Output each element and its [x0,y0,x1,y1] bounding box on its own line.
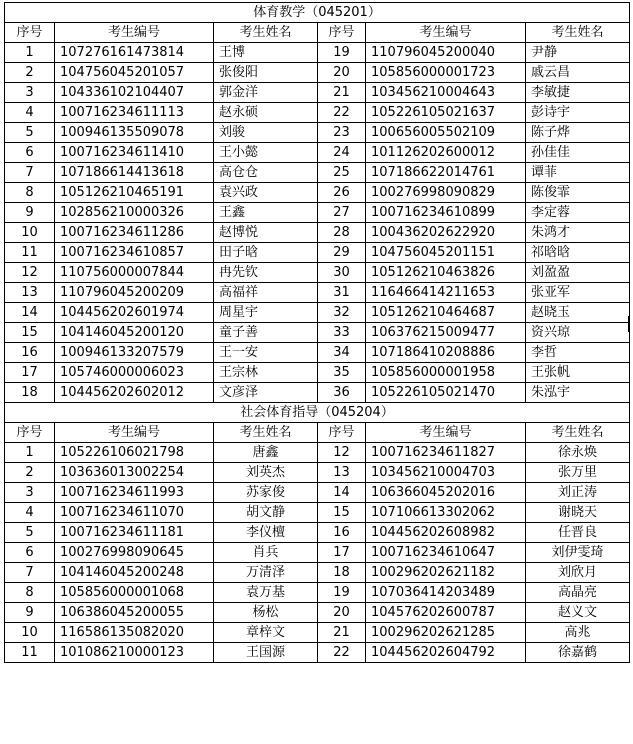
exam-id-cell: 103456210004703 [366,463,526,483]
exam-id-cell: 105856000001723 [366,63,526,83]
exam-id-cell: 107106613302062 [366,503,526,523]
exam-id-cell: 104456202601974 [55,303,214,323]
name-cell: 谭菲 [526,163,630,183]
name-cell: 李定蓉 [526,203,630,223]
table-row [5,483,630,503]
exam-id-cell: 107186614413618 [55,163,214,183]
name-cell: 李敏捷 [526,83,630,103]
exam-id-cell: 100716234611993 [55,483,214,503]
name-cell: 李哲 [526,343,630,363]
exam-id-cell: 105126210465191 [55,183,214,203]
seq-cell: 3 [5,483,55,503]
seq-cell: 13 [5,283,55,303]
exam-id-cell: 100296202621285 [366,623,526,643]
name-cell: 李仪檀 [214,523,318,543]
exam-id-cell: 105226105021470 [366,383,526,403]
name-cell: 陈俊霏 [526,183,630,203]
seq-cell: 11 [5,243,55,263]
table-row [5,43,630,63]
seq-cell: 13 [318,463,366,483]
seq-cell: 14 [318,483,366,503]
table-row [5,163,630,183]
name-cell: 彭诗宇 [526,103,630,123]
column-header: 考生编号 [366,423,526,443]
name-cell: 王宗林 [214,363,318,383]
table-row [5,203,630,223]
seq-cell: 14 [5,303,55,323]
name-cell: 万清泽 [214,563,318,583]
name-cell: 刘骏 [214,123,318,143]
seq-cell: 29 [318,243,366,263]
table-row [5,543,630,563]
exam-id-cell: 105226106021798 [55,443,214,463]
exam-id-cell: 100716234610857 [55,243,214,263]
seq-cell: 6 [5,543,55,563]
column-header: 考生姓名 [214,23,318,43]
exam-id-cell: 106366045202016 [366,483,526,503]
column-header: 考生姓名 [214,423,318,443]
name-cell: 赵永硕 [214,103,318,123]
seq-cell: 1 [5,43,55,63]
exam-id-cell: 100716234611410 [55,143,214,163]
name-cell: 刘正涛 [526,483,630,503]
table-row [5,223,630,243]
column-header: 序号 [5,23,55,43]
name-cell: 冉先钦 [214,263,318,283]
section-title: 体育教学（045201） [5,3,630,23]
table-row [5,283,630,303]
exam-id-cell: 100946135509078 [55,123,214,143]
table-row [5,183,630,203]
exam-id-cell: 105226105021637 [366,103,526,123]
seq-cell: 2 [5,63,55,83]
exam-id-cell: 104756045201151 [366,243,526,263]
table-row [5,63,630,83]
name-cell: 王鑫 [214,203,318,223]
name-cell: 赵博悦 [214,223,318,243]
column-header: 考生姓名 [526,423,630,443]
column-header-row [5,23,630,43]
exam-id-cell: 104456202608982 [366,523,526,543]
exam-id-cell: 105856000001068 [55,583,214,603]
name-cell: 戚云昌 [526,63,630,83]
name-cell: 肖兵 [214,543,318,563]
exam-id-cell: 100656005502109 [366,123,526,143]
name-cell: 高福祥 [214,283,318,303]
seq-cell: 34 [318,343,366,363]
name-cell: 高仓仓 [214,163,318,183]
name-cell: 祁晗晗 [526,243,630,263]
seq-cell: 16 [318,523,366,543]
table-row [5,83,630,103]
seq-cell: 18 [318,563,366,583]
table-row [5,363,630,383]
exam-id-cell: 104756045201057 [55,63,214,83]
exam-id-cell: 104146045200120 [55,323,214,343]
exam-id-cell: 105856000001958 [366,363,526,383]
table-row [5,243,630,263]
name-cell: 刘欣月 [526,563,630,583]
table-body [5,3,630,663]
table-row [5,603,630,623]
name-cell: 高晶亮 [526,583,630,603]
table-row [5,503,630,523]
table-row [5,123,630,143]
exam-id-cell: 104146045200248 [55,563,214,583]
name-cell: 谢晓天 [526,503,630,523]
exam-id-cell: 107186410208886 [366,343,526,363]
name-cell: 苏家俊 [214,483,318,503]
exam-id-cell: 100436202622920 [366,223,526,243]
seq-cell: 23 [318,123,366,143]
name-cell: 童子善 [214,323,318,343]
name-cell: 朱泓宇 [526,383,630,403]
seq-cell: 27 [318,203,366,223]
table-row [5,303,630,323]
name-cell: 赵晓玉 [526,303,630,323]
name-cell: 郭金洋 [214,83,318,103]
seq-cell: 15 [318,503,366,523]
seq-cell: 12 [5,263,55,283]
name-cell: 王国源 [214,643,318,663]
exam-id-cell: 104456202604792 [366,643,526,663]
exam-id-cell: 116586135082020 [55,623,214,643]
exam-id-cell: 105126210464687 [366,303,526,323]
seq-cell: 7 [5,563,55,583]
seq-cell: 31 [318,283,366,303]
name-cell: 张亚军 [526,283,630,303]
name-cell: 刘伊雯琦 [526,543,630,563]
name-cell: 胡文静 [214,503,318,523]
name-cell: 张万里 [526,463,630,483]
admission-list-table [4,2,630,663]
exam-id-cell: 110796045200209 [55,283,214,303]
exam-id-cell: 105746000006023 [55,363,214,383]
cursor-caret [628,316,630,332]
seq-cell: 3 [5,83,55,103]
seq-cell: 5 [5,523,55,543]
name-cell: 王张帆 [526,363,630,383]
table-row [5,323,630,343]
exam-id-cell: 100946133207579 [55,343,214,363]
exam-id-cell: 110756000007844 [55,263,214,283]
seq-cell: 21 [318,623,366,643]
exam-id-cell: 100276998090829 [366,183,526,203]
name-cell: 陈子烨 [526,123,630,143]
seq-cell: 8 [5,183,55,203]
name-cell: 杨松 [214,603,318,623]
seq-cell: 12 [318,443,366,463]
seq-cell: 33 [318,323,366,343]
table-row [5,383,630,403]
seq-cell: 9 [5,203,55,223]
seq-cell: 15 [5,323,55,343]
exam-id-cell: 107276161473814 [55,43,214,63]
seq-cell: 22 [318,103,366,123]
exam-id-cell: 105126210463826 [366,263,526,283]
seq-cell: 22 [318,643,366,663]
name-cell: 王博 [214,43,318,63]
seq-cell: 20 [318,63,366,83]
table-row [5,563,630,583]
exam-id-cell: 104336102104407 [55,83,214,103]
exam-id-cell: 100716234611070 [55,503,214,523]
section-title-row [5,403,630,423]
seq-cell: 4 [5,103,55,123]
table-row [5,463,630,483]
exam-id-cell: 104576202600787 [366,603,526,623]
table-row [5,443,630,463]
name-cell: 孙佳佳 [526,143,630,163]
exam-id-cell: 107186622014761 [366,163,526,183]
name-cell: 唐鑫 [214,443,318,463]
exam-id-cell: 100296202621182 [366,563,526,583]
section-title: 社会体育指导（045204） [5,403,630,423]
seq-cell: 11 [5,643,55,663]
column-header: 考生编号 [55,23,214,43]
column-header: 序号 [318,23,366,43]
section-title-row [5,3,630,23]
exam-id-cell: 100716234611827 [366,443,526,463]
exam-id-cell: 100276998090645 [55,543,214,563]
seq-cell: 24 [318,143,366,163]
exam-id-cell: 106376215009477 [366,323,526,343]
seq-cell: 7 [5,163,55,183]
exam-id-cell: 103636013002254 [55,463,214,483]
seq-cell: 10 [5,623,55,643]
name-cell: 周星宇 [214,303,318,323]
seq-cell: 9 [5,603,55,623]
seq-cell: 36 [318,383,366,403]
seq-cell: 8 [5,583,55,603]
column-header-row [5,423,630,443]
exam-id-cell: 100716234611286 [55,223,214,243]
exam-id-cell: 100716234611181 [55,523,214,543]
name-cell: 任晋良 [526,523,630,543]
name-cell: 王一安 [214,343,318,363]
seq-cell: 26 [318,183,366,203]
name-cell: 赵义文 [526,603,630,623]
column-header: 序号 [318,423,366,443]
exam-id-cell: 110796045200040 [366,43,526,63]
seq-cell: 2 [5,463,55,483]
seq-cell: 4 [5,503,55,523]
column-header: 考生姓名 [526,23,630,43]
name-cell: 尹静 [526,43,630,63]
exam-id-cell: 100716234610647 [366,543,526,563]
seq-cell: 32 [318,303,366,323]
table-row [5,643,630,663]
table-row [5,103,630,123]
table-row [5,523,630,543]
name-cell: 文彦泽 [214,383,318,403]
seq-cell: 16 [5,343,55,363]
name-cell: 徐永焕 [526,443,630,463]
column-header: 考生编号 [55,423,214,443]
table-row [5,583,630,603]
exam-id-cell: 100716234610899 [366,203,526,223]
exam-id-cell: 116466414211653 [366,283,526,303]
exam-id-cell: 103456210004643 [366,83,526,103]
name-cell: 刘盈盈 [526,263,630,283]
name-cell: 袁万基 [214,583,318,603]
column-header: 序号 [5,423,55,443]
exam-id-cell: 104456202602012 [55,383,214,403]
name-cell: 袁兴政 [214,183,318,203]
table-row [5,623,630,643]
exam-id-cell: 102856210000326 [55,203,214,223]
name-cell: 朱鸿才 [526,223,630,243]
exam-id-cell: 101086210000123 [55,643,214,663]
table-row [5,343,630,363]
seq-cell: 28 [318,223,366,243]
seq-cell: 10 [5,223,55,243]
name-cell: 田子晗 [214,243,318,263]
table-row [5,143,630,163]
seq-cell: 18 [5,383,55,403]
name-cell: 徐嘉鹤 [526,643,630,663]
seq-cell: 21 [318,83,366,103]
name-cell: 刘英杰 [214,463,318,483]
seq-cell: 17 [5,363,55,383]
name-cell: 高兆 [526,623,630,643]
name-cell: 王小懿 [214,143,318,163]
seq-cell: 20 [318,603,366,623]
exam-id-cell: 100716234611113 [55,103,214,123]
column-header: 考生编号 [366,23,526,43]
seq-cell: 25 [318,163,366,183]
table-row [5,263,630,283]
exam-id-cell: 101126202600012 [366,143,526,163]
seq-cell: 19 [318,43,366,63]
seq-cell: 6 [5,143,55,163]
name-cell: 资兴琼 [526,323,630,343]
seq-cell: 19 [318,583,366,603]
exam-id-cell: 106386045200055 [55,603,214,623]
exam-id-cell: 107036414203489 [366,583,526,603]
seq-cell: 5 [5,123,55,143]
seq-cell: 1 [5,443,55,463]
seq-cell: 35 [318,363,366,383]
name-cell: 章梓文 [214,623,318,643]
seq-cell: 17 [318,543,366,563]
seq-cell: 30 [318,263,366,283]
name-cell: 张俊阳 [214,63,318,83]
